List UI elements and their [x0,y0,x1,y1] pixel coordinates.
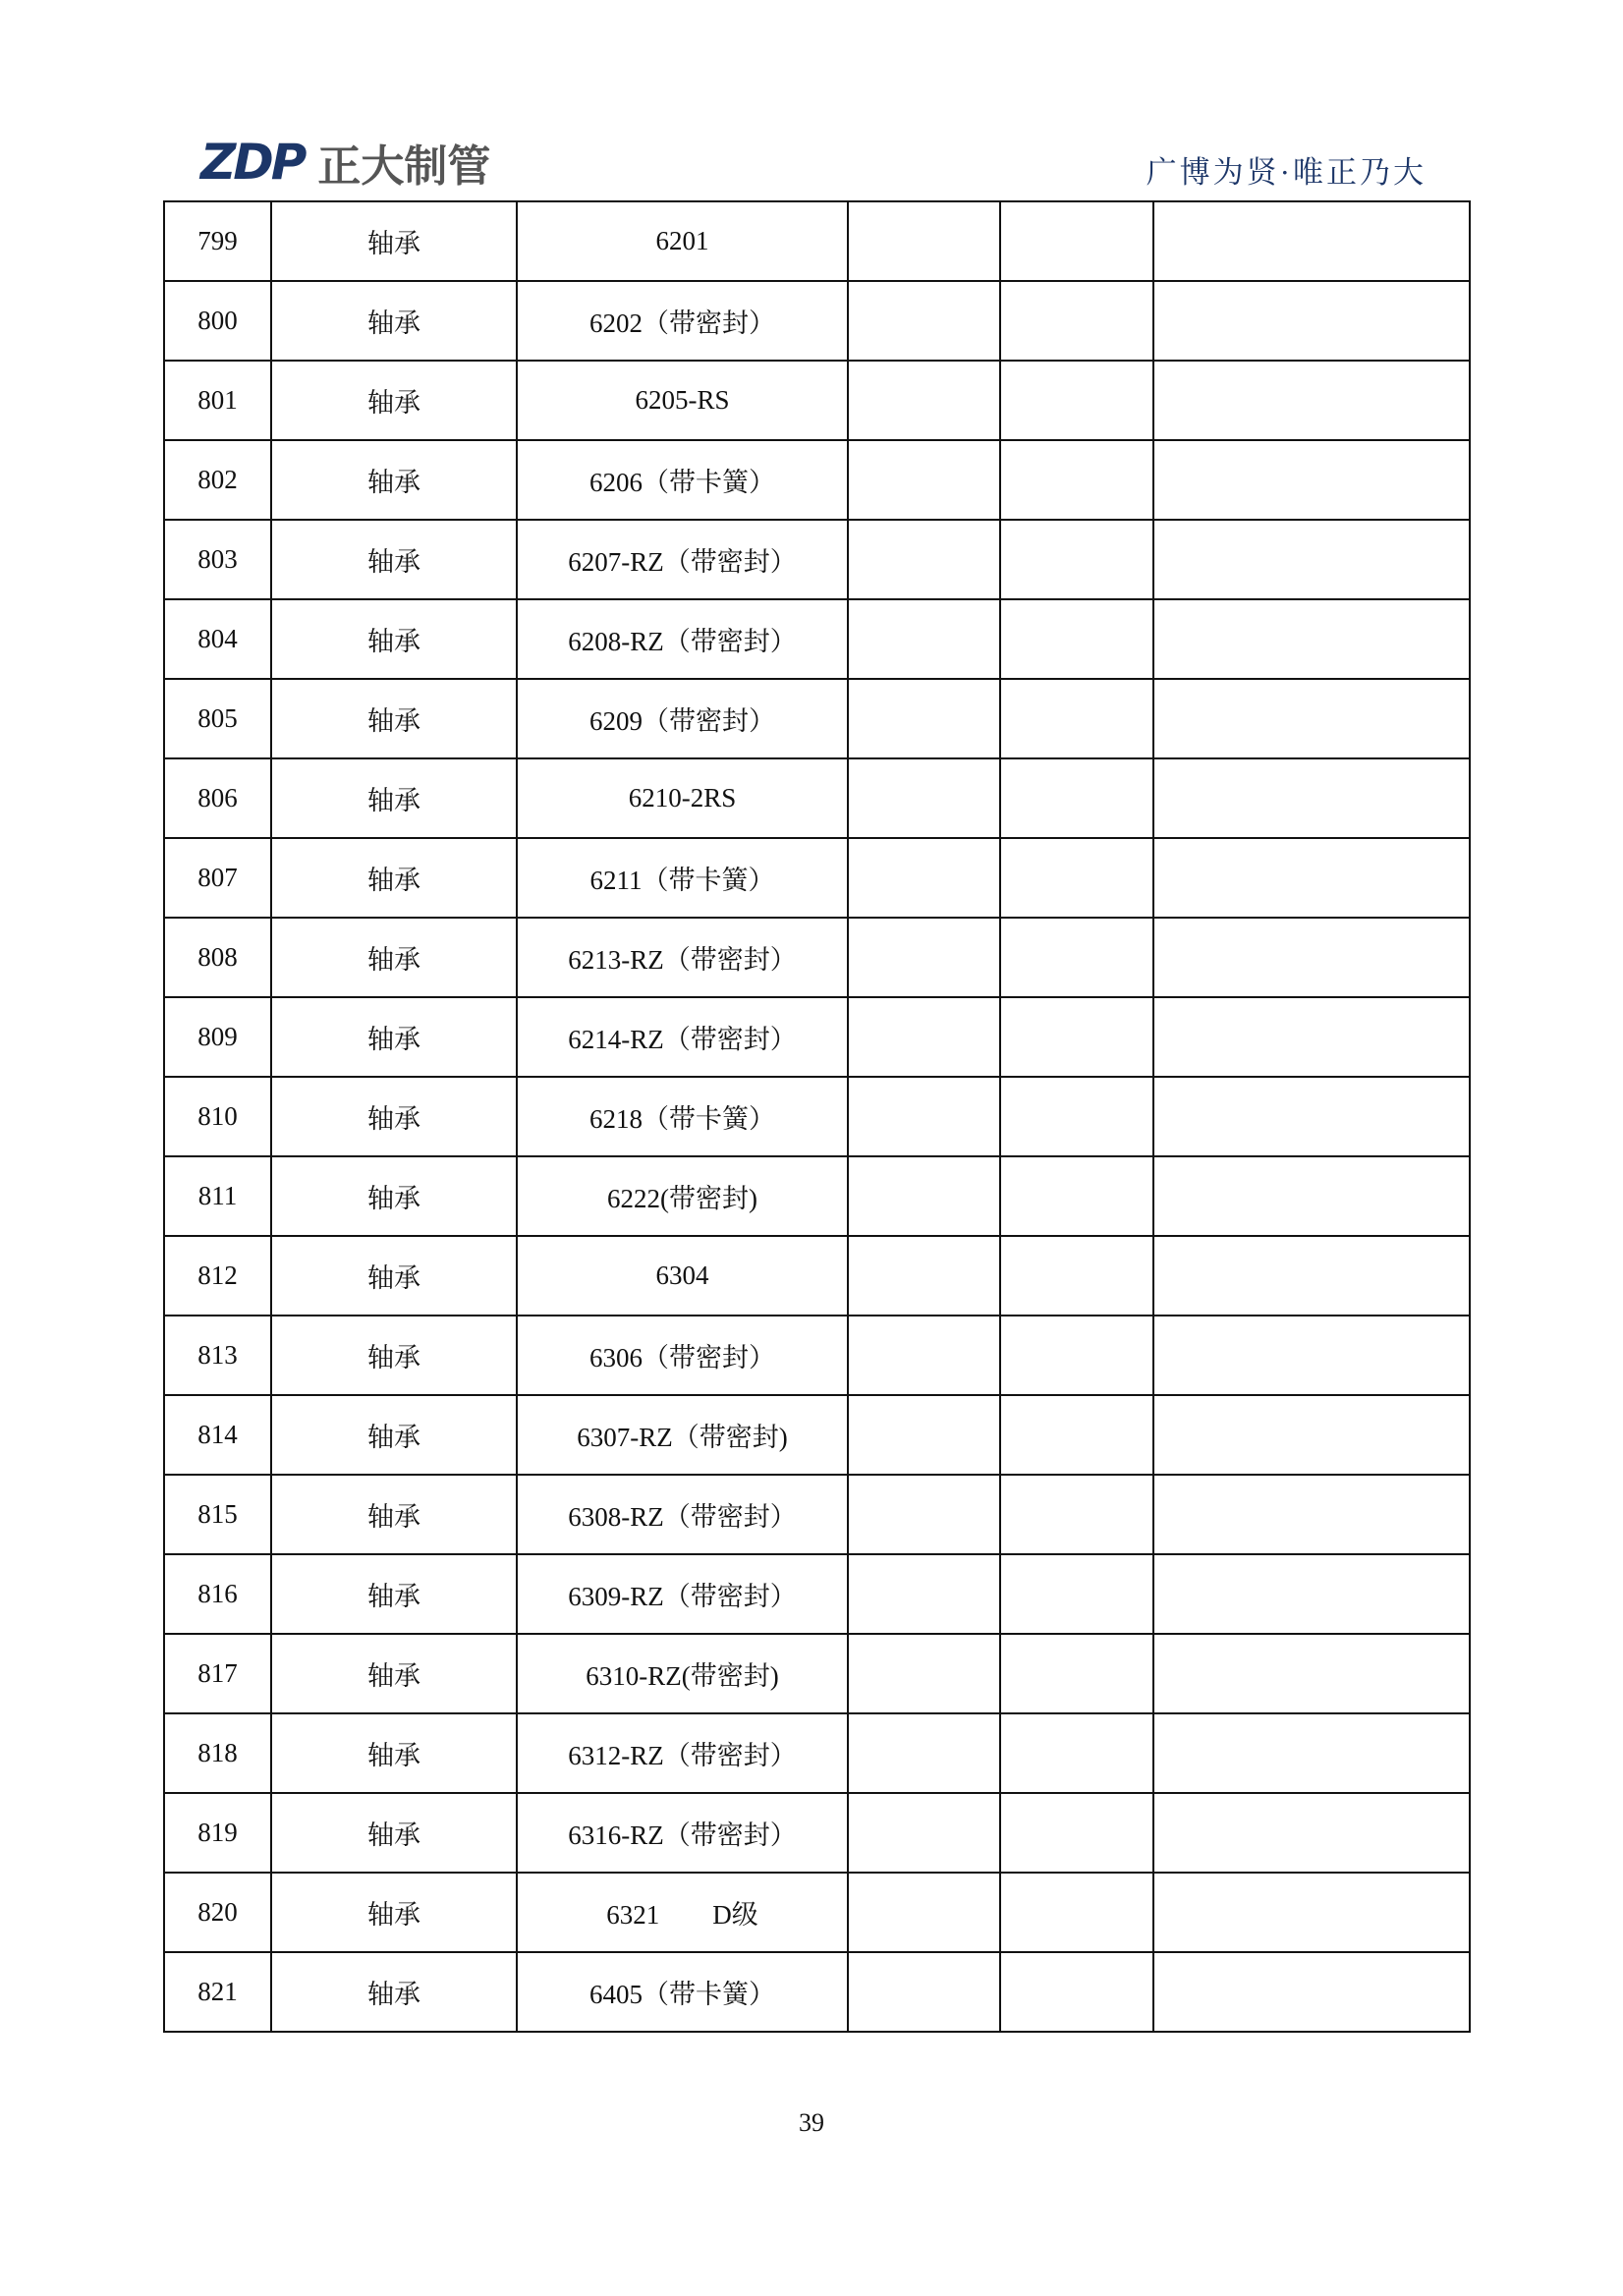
empty-cell [1153,758,1470,838]
row-number: 807 [164,838,271,918]
item-model: 6306（带密封） [517,1316,848,1395]
row-number: 814 [164,1395,271,1475]
table-row [164,1316,1470,1395]
empty-cell [1153,599,1470,679]
empty-cell [1153,1873,1470,1952]
table-row [164,1952,1470,2032]
empty-cell [1153,440,1470,520]
table-row [164,1475,1470,1554]
item-model: 6201 [517,201,848,281]
empty-cell [1000,281,1153,361]
logo-mark: ZDP [200,134,305,191]
empty-cell [1153,1475,1470,1554]
item-model: 6308-RZ（带密封） [517,1475,848,1554]
row-number: 817 [164,1634,271,1713]
item-name: 轴承 [271,1236,517,1316]
empty-cell [1000,599,1153,679]
empty-cell [1153,520,1470,599]
empty-cell [848,1554,1000,1634]
empty-cell [1000,361,1153,440]
item-name: 轴承 [271,679,517,758]
table-row [164,201,1470,281]
row-number: 816 [164,1554,271,1634]
empty-cell [1153,1395,1470,1475]
empty-cell [1000,1873,1153,1952]
table-row [164,520,1470,599]
empty-cell [1000,1156,1153,1236]
table-row [164,1156,1470,1236]
empty-cell [1000,997,1153,1077]
empty-cell [848,1793,1000,1873]
empty-cell [1000,201,1153,281]
item-model: 6214-RZ（带密封） [517,997,848,1077]
empty-cell [1000,1475,1153,1554]
item-name: 轴承 [271,1873,517,1952]
empty-cell [1000,440,1153,520]
item-name: 轴承 [271,1395,517,1475]
empty-cell [1153,838,1470,918]
row-number: 812 [164,1236,271,1316]
row-number: 821 [164,1952,271,2032]
row-number: 805 [164,679,271,758]
empty-cell [1000,520,1153,599]
table-row [164,599,1470,679]
empty-cell [1153,1952,1470,2032]
item-name: 轴承 [271,599,517,679]
item-model: 6316-RZ（带密封） [517,1793,848,1873]
empty-cell [1000,1952,1153,2032]
row-number: 819 [164,1793,271,1873]
table-row [164,1634,1470,1713]
empty-cell [848,1634,1000,1713]
empty-cell [848,1475,1000,1554]
item-model: 6208-RZ（带密封） [517,599,848,679]
item-name: 轴承 [271,918,517,997]
item-model: 6312-RZ（带密封） [517,1713,848,1793]
item-model: 6209（带密封） [517,679,848,758]
item-name: 轴承 [271,1952,517,2032]
empty-cell [1000,758,1153,838]
item-name: 轴承 [271,201,517,281]
parts-table [163,200,1471,2033]
empty-cell [848,838,1000,918]
row-number: 806 [164,758,271,838]
empty-cell [1000,1236,1153,1316]
empty-cell [848,281,1000,361]
empty-cell [848,520,1000,599]
empty-cell [848,758,1000,838]
row-number: 799 [164,201,271,281]
row-number: 811 [164,1156,271,1236]
item-model: 6202（带密封） [517,281,848,361]
empty-cell [1000,838,1153,918]
empty-cell [1153,1077,1470,1156]
item-name: 轴承 [271,838,517,918]
table-row [164,918,1470,997]
row-number: 820 [164,1873,271,1952]
item-model: 6206（带卡簧） [517,440,848,520]
company-motto: 广博为贤·唯正乃大 [1146,155,1427,190]
empty-cell [1153,281,1470,361]
table-row [164,1236,1470,1316]
empty-cell [1000,1793,1153,1873]
item-name: 轴承 [271,1554,517,1634]
empty-cell [1000,679,1153,758]
row-number: 804 [164,599,271,679]
row-number: 800 [164,281,271,361]
page-number: 39 [799,2108,824,2137]
company-logo [200,134,491,192]
row-number: 809 [164,997,271,1077]
item-name: 轴承 [271,361,517,440]
table-row [164,679,1470,758]
item-model: 6405（带卡簧） [517,1952,848,2032]
table-row [164,361,1470,440]
row-number: 803 [164,520,271,599]
empty-cell [848,361,1000,440]
item-model: 6205-RS [517,361,848,440]
empty-cell [848,997,1000,1077]
item-model: 6307-RZ（带密封) [517,1395,848,1475]
logo-company-name: 正大制管 [317,141,491,192]
row-number: 802 [164,440,271,520]
item-model: 6211（带卡簧） [517,838,848,918]
empty-cell [1153,1713,1470,1793]
item-name: 轴承 [271,520,517,599]
item-model: 6310-RZ(带密封) [517,1634,848,1713]
row-number: 808 [164,918,271,997]
item-model: 6210-2RS [517,758,848,838]
empty-cell [1000,1554,1153,1634]
row-number: 801 [164,361,271,440]
table-row [164,758,1470,838]
empty-cell [848,1873,1000,1952]
table-row [164,997,1470,1077]
item-model: 6321 D级 [517,1873,848,1952]
item-name: 轴承 [271,440,517,520]
item-model: 6304 [517,1236,848,1316]
table-row [164,1873,1470,1952]
table-row [164,1077,1470,1156]
empty-cell [1000,1077,1153,1156]
empty-cell [1153,1634,1470,1713]
empty-cell [1153,1316,1470,1395]
empty-cell [848,1236,1000,1316]
empty-cell [1000,918,1153,997]
empty-cell [1153,1793,1470,1873]
table-row [164,440,1470,520]
empty-cell [1000,1316,1153,1395]
item-model: 6222(带密封) [517,1156,848,1236]
empty-cell [848,1952,1000,2032]
empty-cell [1153,1236,1470,1316]
item-model: 6218（带卡簧） [517,1077,848,1156]
empty-cell [848,201,1000,281]
row-number: 815 [164,1475,271,1554]
item-name: 轴承 [271,1316,517,1395]
empty-cell [848,1316,1000,1395]
empty-cell [1153,201,1470,281]
empty-cell [848,1395,1000,1475]
empty-cell [848,440,1000,520]
empty-cell [848,599,1000,679]
empty-cell [848,1156,1000,1236]
item-model: 6309-RZ（带密封） [517,1554,848,1634]
empty-cell [848,679,1000,758]
item-name: 轴承 [271,1793,517,1873]
empty-cell [1153,679,1470,758]
empty-cell [1153,918,1470,997]
item-name: 轴承 [271,1634,517,1713]
item-name: 轴承 [271,997,517,1077]
item-name: 轴承 [271,1156,517,1236]
empty-cell [1000,1713,1153,1793]
empty-cell [1153,1156,1470,1236]
empty-cell [848,1077,1000,1156]
item-name: 轴承 [271,758,517,838]
empty-cell [1000,1634,1153,1713]
item-model: 6207-RZ（带密封） [517,520,848,599]
empty-cell [848,918,1000,997]
item-name: 轴承 [271,281,517,361]
empty-cell [848,1713,1000,1793]
table-row [164,1713,1470,1793]
row-number: 810 [164,1077,271,1156]
table-row [164,1554,1470,1634]
item-name: 轴承 [271,1475,517,1554]
table-row [164,1395,1470,1475]
empty-cell [1000,1395,1153,1475]
empty-cell [1153,361,1470,440]
item-model: 6213-RZ（带密封） [517,918,848,997]
item-name: 轴承 [271,1077,517,1156]
empty-cell [1153,1554,1470,1634]
row-number: 813 [164,1316,271,1395]
table-row [164,1793,1470,1873]
row-number: 818 [164,1713,271,1793]
table-row [164,281,1470,361]
item-name: 轴承 [271,1713,517,1793]
empty-cell [1153,997,1470,1077]
table-row [164,838,1470,918]
